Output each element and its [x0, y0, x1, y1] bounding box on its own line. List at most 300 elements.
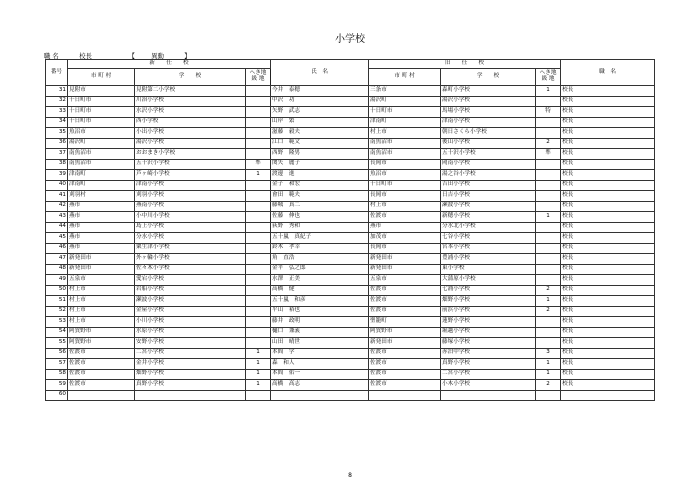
- new-remote-grade-cell: 1: [246, 380, 271, 391]
- new-city-cell: 燕市: [68, 233, 135, 244]
- old-remote-grade-cell: 準: [536, 149, 561, 160]
- row-number: 45: [46, 233, 68, 244]
- new-city-cell: 湯沢町: [68, 138, 135, 149]
- table-row: [46, 212, 655, 223]
- new-city-cell: 燕市: [68, 243, 135, 254]
- new-remote-grade-cell: [246, 180, 271, 191]
- old-remote-grade-cell: 特: [536, 107, 561, 118]
- row-number: 33: [46, 107, 68, 118]
- table-row: [46, 306, 655, 317]
- col-new-remote-grade: へき地 級 地: [246, 69, 271, 86]
- old-city-cell: 南魚沼市: [369, 138, 441, 149]
- new-school-cell: 川治小学校: [135, 96, 246, 107]
- page-title: 小学校: [335, 34, 365, 45]
- new-city-cell: 見附市: [68, 86, 135, 97]
- new-remote-grade-cell: [246, 254, 271, 265]
- old-school-cell: 小木小学校: [441, 380, 536, 391]
- row-number: 36: [46, 138, 68, 149]
- old-school-cell: 瀬波小学校: [441, 201, 536, 212]
- old-remote-grade-cell: [536, 96, 561, 107]
- position-cell: 校長: [561, 138, 655, 149]
- row-number: 51: [46, 296, 68, 307]
- new-city-cell: 南魚沼市: [68, 149, 135, 160]
- table-row: [46, 222, 655, 233]
- old-remote-grade-cell: 2: [536, 285, 561, 296]
- old-school-cell: 朝日さくら小学校: [441, 128, 536, 139]
- name-cell: 渡邊 進: [271, 170, 369, 181]
- old-remote-grade-cell: [536, 390, 561, 401]
- old-city-cell: 長岡市: [369, 243, 441, 254]
- row-number: 52: [46, 306, 68, 317]
- new-city-cell: 燕市: [68, 201, 135, 212]
- col-position: 職 名: [561, 60, 655, 86]
- old-remote-grade-cell: [536, 128, 561, 139]
- old-remote-grade-cell: [536, 170, 561, 181]
- new-city-cell: 燕市: [68, 222, 135, 233]
- new-school-cell: 見附第二小学校: [135, 86, 246, 97]
- new-remote-grade-cell: [246, 338, 271, 349]
- name-cell: 矢野 武志: [271, 107, 369, 118]
- new-remote-grade-cell: [246, 96, 271, 107]
- old-city-cell: 津南町: [369, 117, 441, 128]
- table-row: [46, 359, 655, 370]
- row-number: 48: [46, 264, 68, 275]
- name-cell: 會田 範夫: [271, 191, 369, 202]
- old-city-cell: 佐渡市: [369, 306, 441, 317]
- new-remote-grade-cell: [246, 390, 271, 401]
- row-number: 46: [46, 243, 68, 254]
- old-remote-grade-cell: [536, 180, 561, 191]
- new-remote-grade-cell: [246, 275, 271, 286]
- table-row: [46, 380, 655, 391]
- name-cell: 山岸 繁: [271, 117, 369, 128]
- name-cell: 藤城 真二: [271, 201, 369, 212]
- table-row: [46, 317, 655, 328]
- new-city-cell: 佐渡市: [68, 359, 135, 370]
- new-city-cell: 新発田市: [68, 254, 135, 265]
- new-school-cell: 小川小学校: [135, 317, 246, 328]
- table-row: [46, 96, 655, 107]
- new-city-cell: 魚沼市: [68, 128, 135, 139]
- old-remote-grade-cell: [536, 117, 561, 128]
- new-city-cell: 新発田市: [68, 264, 135, 275]
- row-number: 47: [46, 254, 68, 265]
- name-cell: 金平 弘之郎: [271, 264, 369, 275]
- row-number: 55: [46, 338, 68, 349]
- new-remote-grade-cell: [246, 86, 271, 97]
- old-city-cell: 新発田市: [369, 264, 441, 275]
- position-value: 校長: [79, 52, 92, 60]
- new-remote-grade-cell: [246, 317, 271, 328]
- row-number: 57: [46, 359, 68, 370]
- old-school-cell: 赤泊中学校: [441, 348, 536, 359]
- name-cell: [271, 390, 369, 401]
- position-cell: 校長: [561, 254, 655, 265]
- position-cell: 校長: [561, 96, 655, 107]
- old-remote-grade-cell: [536, 222, 561, 233]
- old-city-cell: 十日町市: [369, 180, 441, 191]
- col-new-school-group: 新 任 校: [68, 60, 271, 69]
- new-remote-grade-cell: [246, 233, 271, 244]
- col-old-school-group: 旧 任 校: [369, 60, 561, 69]
- new-city-cell: 津南町: [68, 180, 135, 191]
- new-city-cell: 燕市: [68, 212, 135, 223]
- new-remote-grade-cell: 準: [246, 159, 271, 170]
- name-cell: 高橋 健: [271, 285, 369, 296]
- position-cell: 校長: [561, 243, 655, 254]
- table-row: [46, 138, 655, 149]
- row-number: 59: [46, 380, 68, 391]
- row-number: 40: [46, 180, 68, 191]
- old-city-cell: 加茂市: [369, 233, 441, 244]
- old-school-cell: 豊浦小学校: [441, 254, 536, 265]
- row-number: 58: [46, 369, 68, 380]
- row-number: 38: [46, 159, 68, 170]
- old-city-cell: 長岡市: [369, 159, 441, 170]
- new-remote-grade-cell: 1: [246, 359, 271, 370]
- old-city-cell: 魚沼市: [369, 170, 441, 181]
- name-cell: 今井 泰穂: [271, 86, 369, 97]
- position-cell: 校長: [561, 128, 655, 139]
- new-remote-grade-cell: [246, 138, 271, 149]
- new-school-cell: 津南小学校: [135, 180, 246, 191]
- row-number: 34: [46, 117, 68, 128]
- position-cell: 校長: [561, 170, 655, 181]
- old-school-cell: 真野小学校: [441, 359, 536, 370]
- new-city-cell: 村上市: [68, 285, 135, 296]
- name-cell: 滋藤 毅夫: [271, 128, 369, 139]
- new-school-cell: 水沢小学校: [135, 107, 246, 118]
- new-city-cell: 佐渡市: [68, 348, 135, 359]
- position-cell: 校長: [561, 317, 655, 328]
- old-remote-grade-cell: [536, 264, 561, 275]
- row-number: 60: [46, 390, 68, 401]
- new-remote-grade-cell: [246, 296, 271, 307]
- new-school-cell: 外ヶ輪小学校: [135, 254, 246, 265]
- old-remote-grade-cell: 3: [536, 348, 561, 359]
- col-old-city: 市 町 村: [369, 69, 441, 86]
- old-remote-grade-cell: [536, 243, 561, 254]
- new-city-cell: 阿賀野市: [68, 338, 135, 349]
- new-remote-grade-cell: [246, 128, 271, 139]
- new-city-cell: [68, 390, 135, 401]
- old-city-cell: [369, 390, 441, 401]
- position-cell: 校長: [561, 264, 655, 275]
- old-school-cell: 前浜小学校: [441, 306, 536, 317]
- new-remote-grade-cell: [246, 149, 271, 160]
- new-school-cell: [135, 390, 246, 401]
- old-school-cell: 馬場小学校: [441, 107, 536, 118]
- old-remote-grade-cell: [536, 254, 561, 265]
- position-cell: 校長: [561, 327, 655, 338]
- old-school-cell: 津南小学校: [441, 117, 536, 128]
- new-remote-grade-cell: 1: [246, 369, 271, 380]
- old-remote-grade-cell: [536, 233, 561, 244]
- new-school-cell: 瀬波小学校: [135, 296, 246, 307]
- table-row: [46, 201, 655, 212]
- table-row: [46, 390, 655, 401]
- old-school-cell: 吉田小学校: [441, 180, 536, 191]
- new-city-cell: 阿賀野市: [68, 327, 135, 338]
- new-school-cell: 愛宕小学校: [135, 275, 246, 286]
- new-school-cell: 湯沢小学校: [135, 138, 246, 149]
- position-cell: 校長: [561, 180, 655, 191]
- name-cell: 山田 晴世: [271, 338, 369, 349]
- new-remote-grade-cell: 1: [246, 170, 271, 181]
- table-row: [46, 285, 655, 296]
- position-cell: 校長: [561, 159, 655, 170]
- old-school-cell: 宮本小学校: [441, 243, 536, 254]
- new-remote-grade-cell: [246, 327, 271, 338]
- new-remote-grade-cell: [246, 222, 271, 233]
- new-school-cell: 島上小学校: [135, 222, 246, 233]
- old-school-cell: 後山小学校: [441, 138, 536, 149]
- old-school-cell: 日吉小学校: [441, 191, 536, 202]
- old-city-cell: 佐渡市: [369, 380, 441, 391]
- new-school-cell: 二宮小学校: [135, 348, 246, 359]
- name-cell: 平山 裕也: [271, 306, 369, 317]
- old-remote-grade-cell: 1: [536, 359, 561, 370]
- old-remote-grade-cell: [536, 159, 561, 170]
- new-remote-grade-cell: [246, 264, 271, 275]
- table-row: [46, 348, 655, 359]
- table-row: [46, 369, 655, 380]
- old-school-cell: 森町小学校: [441, 86, 536, 97]
- new-remote-grade-cell: [246, 306, 271, 317]
- table-row: [46, 180, 655, 191]
- old-school-cell: 堀越小学校: [441, 327, 536, 338]
- new-remote-grade-cell: [246, 117, 271, 128]
- row-number: 44: [46, 222, 68, 233]
- row-number: 39: [46, 170, 68, 181]
- position-cell: 校長: [561, 380, 655, 391]
- table-row: [46, 170, 655, 181]
- col-old-remote-grade: へき地 級 地: [536, 69, 561, 86]
- new-school-cell: 小出小学校: [135, 128, 246, 139]
- bracket-close: 】: [184, 52, 191, 60]
- old-city-cell: 長岡市: [369, 191, 441, 202]
- row-number: 54: [46, 327, 68, 338]
- old-school-cell: 分水北小学校: [441, 222, 536, 233]
- old-remote-grade-cell: 1: [536, 296, 561, 307]
- table-row: [46, 86, 655, 97]
- position-cell: 校長: [561, 86, 655, 97]
- old-city-cell: 村上市: [369, 201, 441, 212]
- position-cell: 校長: [561, 369, 655, 380]
- old-remote-grade-cell: [536, 317, 561, 328]
- page-number: 8: [348, 472, 352, 479]
- new-school-cell: おおまき小学校: [135, 149, 246, 160]
- old-city-cell: 五泉市: [369, 275, 441, 286]
- new-city-cell: 村上市: [68, 306, 135, 317]
- row-number: 50: [46, 285, 68, 296]
- old-remote-grade-cell: 2: [536, 380, 561, 391]
- position-cell: 校長: [561, 107, 655, 118]
- old-city-cell: 佐渡市: [369, 348, 441, 359]
- new-city-cell: 五泉市: [68, 275, 135, 286]
- table-row: [46, 275, 655, 286]
- position-cell: 校長: [561, 306, 655, 317]
- old-remote-grade-cell: 2: [536, 138, 561, 149]
- position-cell: 校長: [561, 348, 655, 359]
- old-remote-grade-cell: [536, 201, 561, 212]
- position-cell: 校長: [561, 338, 655, 349]
- old-remote-grade-cell: 2: [536, 306, 561, 317]
- position-cell: 校長: [561, 296, 655, 307]
- new-school-cell: 小中川小学校: [135, 212, 246, 223]
- position-cell: 校長: [561, 117, 655, 128]
- new-school-cell: 金井小学校: [135, 359, 246, 370]
- name-cell: 佐藤 伸也: [271, 212, 369, 223]
- col-new-school: 学 校: [135, 69, 246, 86]
- old-school-cell: 藤塚小学校: [441, 338, 536, 349]
- new-city-cell: 村上市: [68, 317, 135, 328]
- old-city-cell: 佐渡市: [369, 296, 441, 307]
- old-city-cell: 村上市: [369, 128, 441, 139]
- table-row: [46, 296, 655, 307]
- new-city-cell: 津南町: [68, 170, 135, 181]
- name-cell: 水澤 正美: [271, 275, 369, 286]
- new-remote-grade-cell: 1: [246, 348, 271, 359]
- new-school-cell: 畑野小学校: [135, 369, 246, 380]
- old-remote-grade-cell: [536, 191, 561, 202]
- old-school-cell: 二宮小学校: [441, 369, 536, 380]
- new-school-cell: 燕南小学校: [135, 201, 246, 212]
- new-remote-grade-cell: [246, 212, 271, 223]
- old-school-cell: 七谷小学校: [441, 233, 536, 244]
- new-school-cell: 金屋小学校: [135, 306, 246, 317]
- name-cell: 金子 和宏: [271, 180, 369, 191]
- col-old-school: 学 校: [441, 69, 536, 86]
- name-cell: 関矢 麗子: [271, 159, 369, 170]
- table-row: [46, 327, 655, 338]
- row-number: 49: [46, 275, 68, 286]
- old-remote-grade-cell: [536, 275, 561, 286]
- position-cell: 校長: [561, 191, 655, 202]
- new-city-cell: 刈羽村: [68, 191, 135, 202]
- personnel-table: [45, 59, 655, 401]
- table-row: [46, 254, 655, 265]
- old-city-cell: 佐渡市: [369, 285, 441, 296]
- old-remote-grade-cell: [536, 327, 561, 338]
- position-cell: 校長: [561, 149, 655, 160]
- row-number: 41: [46, 191, 68, 202]
- table-row: [46, 338, 655, 349]
- name-cell: 高橋 高志: [271, 380, 369, 391]
- old-city-cell: 新発田市: [369, 338, 441, 349]
- new-remote-grade-cell: [246, 107, 271, 118]
- new-city-cell: 佐渡市: [68, 380, 135, 391]
- old-school-cell: 大蒲原小学校: [441, 275, 536, 286]
- old-remote-grade-cell: 1: [536, 369, 561, 380]
- category-label: 異動: [151, 52, 164, 60]
- new-school-cell: 粟生津小学校: [135, 243, 246, 254]
- old-city-cell: 湯沢町: [369, 96, 441, 107]
- row-number: 43: [46, 212, 68, 223]
- old-school-cell: 蓮野小学校: [441, 317, 536, 328]
- name-cell: 樋口 兼義: [271, 327, 369, 338]
- table-row: [46, 243, 655, 254]
- new-school-cell: 五十沢小学校: [135, 159, 246, 170]
- name-cell: 西野 隆男: [271, 149, 369, 160]
- position-cell: 校長: [561, 275, 655, 286]
- name-cell: 江口 範文: [271, 138, 369, 149]
- old-city-cell: 新発田市: [369, 254, 441, 265]
- table-row: [46, 264, 655, 275]
- position-cell: 校長: [561, 233, 655, 244]
- old-city-cell: 佐渡市: [369, 369, 441, 380]
- name-cell: 藤井 政明: [271, 317, 369, 328]
- name-cell: 荻野 秀和: [271, 222, 369, 233]
- old-city-cell: 聖籠町: [369, 317, 441, 328]
- old-school-cell: 五十沢小学校: [441, 149, 536, 160]
- table-row: [46, 107, 655, 118]
- name-cell: 本間 学: [271, 348, 369, 359]
- new-city-cell: 南魚沼市: [68, 159, 135, 170]
- old-school-cell: 岡南小学校: [441, 159, 536, 170]
- new-school-cell: 佐々木小学校: [135, 264, 246, 275]
- new-remote-grade-cell: [246, 243, 271, 254]
- new-school-cell: 芦ヶ崎小学校: [135, 170, 246, 181]
- position-label: 職 名: [44, 52, 59, 60]
- row-number: 42: [46, 201, 68, 212]
- old-school-cell: 湯之谷小学校: [441, 170, 536, 181]
- old-remote-grade-cell: [536, 338, 561, 349]
- position-cell: 校長: [561, 359, 655, 370]
- new-school-cell: 岩船小学校: [135, 285, 246, 296]
- position-cell: 校長: [561, 285, 655, 296]
- new-school-cell: 真野小学校: [135, 380, 246, 391]
- new-remote-grade-cell: [246, 191, 271, 202]
- table-row: [46, 117, 655, 128]
- position-cell: 校長: [561, 201, 655, 212]
- position-cell: [561, 390, 655, 401]
- old-remote-grade-cell: 1: [536, 86, 561, 97]
- row-number: 37: [46, 149, 68, 160]
- name-cell: 森 和人: [271, 359, 369, 370]
- name-cell: 角 直浩: [271, 254, 369, 265]
- col-name: 氏 名: [271, 60, 369, 86]
- table-body: [46, 86, 655, 401]
- old-school-cell: 七浦小学校: [441, 285, 536, 296]
- old-city-cell: 燕市: [369, 222, 441, 233]
- row-number: 35: [46, 128, 68, 139]
- new-school-cell: 西小学校: [135, 117, 246, 128]
- new-school-cell: 刈羽小学校: [135, 191, 246, 202]
- table-row: [46, 149, 655, 160]
- new-city-cell: 十日町市: [68, 117, 135, 128]
- new-remote-grade-cell: [246, 285, 271, 296]
- new-school-cell: 安野小学校: [135, 338, 246, 349]
- old-remote-grade-cell: 1: [536, 212, 561, 223]
- row-number: 53: [46, 317, 68, 328]
- name-cell: 鈴木 孝幸: [271, 243, 369, 254]
- old-school-cell: 新穂小学校: [441, 212, 536, 223]
- table-row: [46, 128, 655, 139]
- name-cell: 五十嵐 真紀子: [271, 233, 369, 244]
- new-school-cell: 水原小学校: [135, 327, 246, 338]
- new-city-cell: 十日町市: [68, 96, 135, 107]
- table-row: [46, 159, 655, 170]
- new-city-cell: 村上市: [68, 296, 135, 307]
- old-school-cell: 東小学校: [441, 264, 536, 275]
- old-city-cell: 佐渡市: [369, 359, 441, 370]
- row-number: 56: [46, 348, 68, 359]
- table-row: [46, 191, 655, 202]
- name-cell: 五十嵐 和彦: [271, 296, 369, 307]
- old-city-cell: 十日町市: [369, 107, 441, 118]
- old-school-cell: 畑野小学校: [441, 296, 536, 307]
